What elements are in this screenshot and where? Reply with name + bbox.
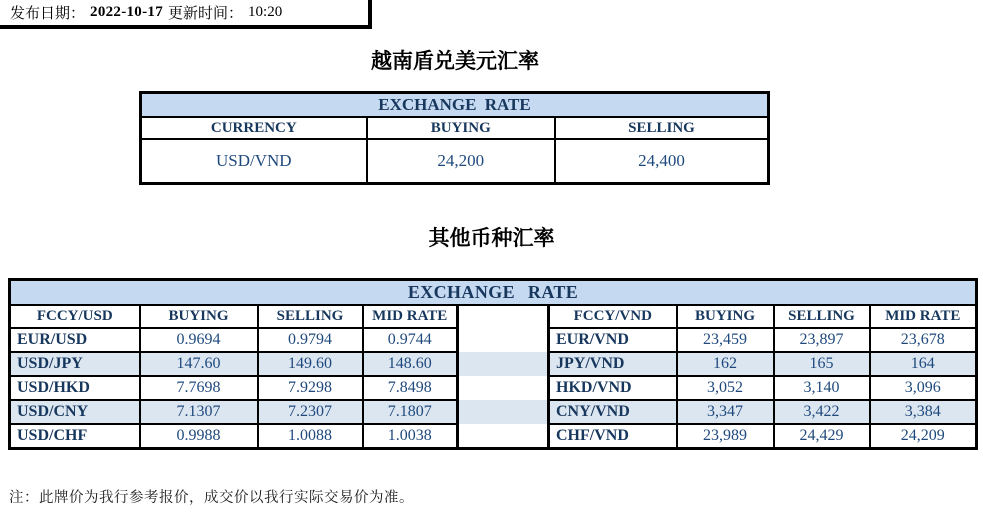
pair-cell: EUR/USD xyxy=(10,328,140,352)
table2-header-l-buying: BUYING xyxy=(140,305,258,328)
midrate-cell: 3,096 xyxy=(870,376,977,400)
table2-header-r-selling: SELLING xyxy=(774,305,870,328)
table-row xyxy=(10,400,977,424)
selling-cell: 165 xyxy=(774,352,870,376)
selling-cell: 0.9794 xyxy=(258,328,363,352)
footnote: 注：此牌价为我行参考报价，成交价以我行实际交易价为准。 xyxy=(9,490,414,506)
pair-cell: EUR/VND xyxy=(549,328,677,352)
table2-header-fccy-usd: FCCY/USD xyxy=(10,305,140,328)
table-row xyxy=(10,376,977,400)
selling-cell: 24,429 xyxy=(774,424,870,448)
other-currencies-rate-table xyxy=(8,278,978,450)
pair-cell: USD/JPY xyxy=(10,352,140,376)
buying-cell: 7.1307 xyxy=(140,400,258,424)
selling-cell: 1.0088 xyxy=(258,424,363,448)
table1-header-buying: BUYING xyxy=(367,117,555,139)
buying-cell: 0.9988 xyxy=(140,424,258,448)
midrate-cell: 3,384 xyxy=(870,400,977,424)
buying-cell: 7.7698 xyxy=(140,376,258,400)
selling-cell: 3,140 xyxy=(774,376,870,400)
buying-cell: 3,052 xyxy=(677,376,774,400)
table2-gap-cell xyxy=(458,400,549,424)
midrate-cell: 164 xyxy=(870,352,977,376)
midrate-cell: 1.0038 xyxy=(363,424,458,448)
table2-header-row xyxy=(10,305,977,328)
pair-cell: CNY/VND xyxy=(549,400,677,424)
buying-cell: 23,989 xyxy=(677,424,774,448)
midrate-cell: 0.9744 xyxy=(363,328,458,352)
table1-header-selling: SELLING xyxy=(555,117,769,139)
midrate-cell: 24,209 xyxy=(870,424,977,448)
table-row xyxy=(10,328,977,352)
table2-gap-cell xyxy=(458,305,549,328)
table-row xyxy=(10,352,977,376)
pair-cell: USD/CNY xyxy=(10,400,140,424)
section2-title: 其他币种汇率 xyxy=(428,226,555,250)
midrate-cell: 7.8498 xyxy=(363,376,458,400)
table2-header-l-selling: SELLING xyxy=(258,305,363,328)
buying-cell: 147.60 xyxy=(140,352,258,376)
table-row xyxy=(141,139,769,183)
selling-cell: 149.60 xyxy=(258,352,363,376)
pair-cell: CHF/VND xyxy=(549,424,677,448)
table2-gap-cell xyxy=(458,424,549,448)
selling-cell: 7.9298 xyxy=(258,376,363,400)
pair-cell: HKD/VND xyxy=(549,376,677,400)
publish-date-value: 2022-10-17 xyxy=(90,4,164,20)
table2-gap-cell xyxy=(458,376,549,400)
table2-gap-cell xyxy=(458,352,549,376)
table-row xyxy=(10,424,977,448)
usd-vnd-rate-table xyxy=(139,91,770,185)
table1-buying-cell: 24,200 xyxy=(367,139,555,183)
table2-banner: EXCHANGE RATE xyxy=(10,280,977,306)
buying-cell: 3,347 xyxy=(677,400,774,424)
midrate-cell: 7.1807 xyxy=(363,400,458,424)
midrate-cell: 148.60 xyxy=(363,352,458,376)
table1-header-row xyxy=(141,117,769,139)
section1-title: 越南盾兑美元汇率 xyxy=(371,49,539,73)
table2-header-fccy-vnd: FCCY/VND xyxy=(549,305,677,328)
midrate-cell: 23,678 xyxy=(870,328,977,352)
table2-header-r-midrate: MID RATE xyxy=(870,305,977,328)
table2-header-r-buying: BUYING xyxy=(677,305,774,328)
table2-header-l-midrate: MID RATE xyxy=(363,305,458,328)
table2-gap-cell xyxy=(458,328,549,352)
table2-banner-row xyxy=(10,280,977,306)
table1-header-currency: CURRENCY xyxy=(141,117,367,139)
selling-cell: 3,422 xyxy=(774,400,870,424)
table1-banner-row xyxy=(141,93,769,118)
selling-cell: 23,897 xyxy=(774,328,870,352)
selling-cell: 7.2307 xyxy=(258,400,363,424)
buying-cell: 0.9694 xyxy=(140,328,258,352)
publish-info-box xyxy=(0,0,372,29)
update-time-label: 更新时间： xyxy=(168,6,244,22)
pair-cell: USD/CHF xyxy=(10,424,140,448)
update-time-value: 10:20 xyxy=(248,4,283,20)
table1-banner: EXCHANGE RATE xyxy=(141,93,769,118)
pair-cell: USD/HKD xyxy=(10,376,140,400)
buying-cell: 162 xyxy=(677,352,774,376)
pair-cell: JPY/VND xyxy=(549,352,677,376)
buying-cell: 23,459 xyxy=(677,328,774,352)
table1-currency-cell: USD/VND xyxy=(141,139,367,183)
table1-selling-cell: 24,400 xyxy=(555,139,769,183)
publish-date-label: 发布日期： xyxy=(10,6,86,22)
